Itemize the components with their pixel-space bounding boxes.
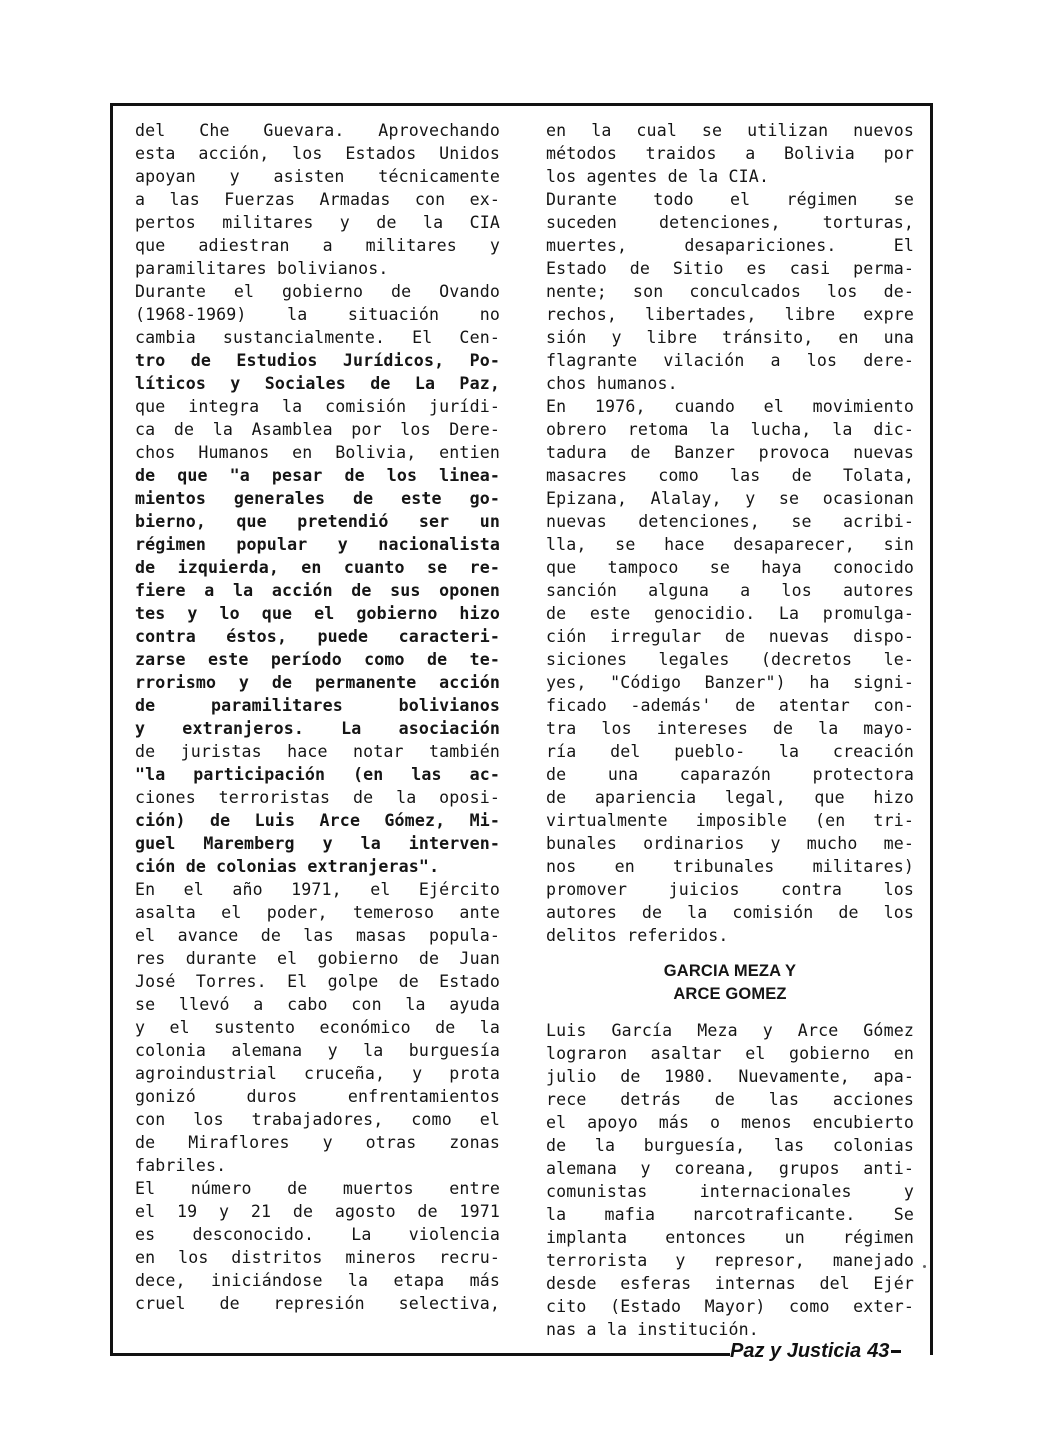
- section-heading-line-2: ARCE GOMEZ: [673, 985, 787, 1003]
- text-line: zarse este período como de te-: [135, 650, 500, 669]
- text-line: el apoyo más o menos encubierto: [546, 1113, 914, 1132]
- text-line: comunistas internacionales y: [546, 1182, 914, 1201]
- page-footer: [730, 1340, 901, 1363]
- text-line: es desconocido. La violencia: [135, 1225, 500, 1244]
- text-line: fiere a la acción de sus oponen: [135, 581, 500, 600]
- text-line: suceden detenciones, torturas,: [546, 213, 914, 232]
- text-line: ciones terroristas de la oposi-: [135, 788, 500, 807]
- text-line: nos en tribunales militares): [546, 857, 914, 876]
- text-line: El número de muertos entre: [135, 1179, 500, 1198]
- text-line: promover juicios contra los: [546, 880, 914, 899]
- text-line: del Che Guevara. Aprovechando: [135, 121, 500, 140]
- text-line: cruel de represión selectiva,: [135, 1294, 500, 1313]
- frame-bottom-rule: [110, 1353, 730, 1356]
- text-line: el avance de las masas popula-: [135, 926, 500, 945]
- text-line: tes y lo que el gobierno hizo: [135, 604, 500, 623]
- text-line: autores de la comisión de los: [546, 903, 914, 922]
- text-line: Durante el gobierno de Ovando: [135, 282, 500, 301]
- text-line: bierno, que pretendió ser un: [135, 512, 500, 531]
- publication-name: Paz y Justicia: [730, 1340, 862, 1362]
- text-line: rechos, libertades, libre expre: [546, 305, 914, 324]
- text-line: Luis García Meza y Arce Gómez: [546, 1021, 914, 1040]
- text-line: los agentes de la CIA.: [546, 167, 770, 186]
- text-line: nuevas detenciones, se acribi-: [546, 512, 914, 531]
- text-line: asalta el poder, temeroso ante: [135, 903, 500, 922]
- text-line: sanción alguna a los autores: [546, 581, 914, 600]
- section-heading: [546, 960, 914, 1006]
- text-line: flagrante vilación a los dere-: [546, 351, 914, 370]
- text-line: cito (Estado Mayor) como exter-: [546, 1297, 914, 1316]
- text-line: fabriles.: [135, 1156, 227, 1175]
- text-line: de una caparazón protectora: [546, 765, 914, 784]
- page-number: 43: [867, 1340, 890, 1362]
- text-line: sión y libre tránsito, en una: [546, 328, 914, 347]
- text-line: el 19 y 21 de agosto de 1971: [135, 1202, 500, 1221]
- text-line: cambia sustancialmente. El Cen-: [135, 328, 500, 347]
- frame-left-rule: [110, 103, 113, 1355]
- text-line: de paramilitares bolivianos: [135, 696, 500, 715]
- text-line: mientos generales de este go-: [135, 489, 500, 508]
- right-column: [546, 119, 914, 1341]
- text-line: tro de Estudios Jurídicos, Po-: [135, 351, 500, 370]
- text-line: colonia alemana y la burguesía: [135, 1041, 500, 1060]
- text-line: muertes, desapariciones. El: [546, 236, 914, 255]
- text-line: "la participación (en las ac-: [135, 765, 500, 784]
- text-line: que tampoco se haya conocido: [546, 558, 914, 577]
- spacer: [546, 1006, 914, 1019]
- text-line: en la cual se utilizan nuevos: [546, 121, 914, 140]
- text-line: delitos referidos.: [546, 926, 729, 945]
- text-line: líticos y Sociales de La Paz,: [135, 374, 500, 393]
- text-line: En 1976, cuando el movimiento: [546, 397, 914, 416]
- right-column-bottom-text: [546, 1019, 914, 1341]
- text-line: pertos militares y de la CIA: [135, 213, 500, 232]
- text-line: y extranjeros. La asociación: [135, 719, 500, 738]
- text-line: de Miraflores y otras zonas: [135, 1133, 500, 1152]
- text-line: ción) de Luis Arce Gómez, Mi-: [135, 811, 500, 830]
- text-line: ficado -además' de atentar con-: [546, 696, 914, 715]
- text-line: siciones legales (decretos le-: [546, 650, 914, 669]
- text-line: de que "a pesar de los linea-: [135, 466, 500, 485]
- text-line: se llevó a cabo con la ayuda: [135, 995, 500, 1014]
- text-line: de apariencia legal, que hizo: [546, 788, 914, 807]
- right-column-top-text: [546, 119, 914, 947]
- text-line: chos humanos.: [546, 374, 678, 393]
- text-line: agroindustrial cruceña, y prota: [135, 1064, 500, 1083]
- text-line: obrero retoma la lucha, la dic-: [546, 420, 914, 439]
- text-line: contra éstos, puede caracteri-: [135, 627, 500, 646]
- text-line: de la burguesía, las colonias: [546, 1136, 914, 1155]
- text-line: virtualmente imposible (en tri-: [546, 811, 914, 830]
- text-line: rece detrás de las acciones: [546, 1090, 914, 1109]
- text-line: masacres como las de Tolata,: [546, 466, 914, 485]
- footer-rule-end: [891, 1350, 901, 1353]
- text-line: ción irregular de nuevas dispo-: [546, 627, 914, 646]
- text-line: Durante todo el régimen se: [546, 190, 914, 209]
- text-line: lograron asaltar el gobierno en: [546, 1044, 914, 1063]
- text-line: Estado de Sitio es casi perma-: [546, 259, 914, 278]
- text-line: apoyan y asisten técnicamente: [135, 167, 500, 186]
- text-line: que adiestran a militares y: [135, 236, 500, 255]
- text-line: esta acción, los Estados Unidos: [135, 144, 500, 163]
- text-line: chos Humanos en Bolivia, entien: [135, 443, 500, 462]
- speck: [923, 1265, 926, 1268]
- text-line: alemana y coreana, grupos anti-: [546, 1159, 914, 1178]
- text-line: ción de colonias extranjeras".: [135, 857, 440, 876]
- text-line: tra los intereses de la mayo-: [546, 719, 914, 738]
- text-line: rrorismo y de permanente acción: [135, 673, 500, 692]
- text-line: métodos traidos a Bolivia por: [546, 144, 914, 163]
- text-line: gonizó duros enfrentamientos: [135, 1087, 500, 1106]
- spacer: [546, 947, 914, 960]
- text-line: nas a la institución.: [546, 1320, 759, 1339]
- left-column: [135, 119, 500, 1315]
- text-line: ría del pueblo- la creación: [546, 742, 914, 761]
- text-line: de juristas hace notar también: [135, 742, 500, 761]
- text-line: paramilitares bolivianos.: [135, 259, 389, 278]
- text-line: a las Fuerzas Armadas con ex-: [135, 190, 500, 209]
- text-line: de este genocidio. La promulga-: [546, 604, 914, 623]
- text-line: yes, "Código Banzer") ha signi-: [546, 673, 914, 692]
- text-line: dece, iniciándose la etapa más: [135, 1271, 500, 1290]
- text-line: Epizana, Alalay, y se ocasionan: [546, 489, 914, 508]
- text-line: (1968-1969) la situación no: [135, 305, 500, 324]
- text-line: bunales ordinarios y mucho me-: [546, 834, 914, 853]
- text-line: con los trabajadores, como el: [135, 1110, 500, 1129]
- text-line: José Torres. El golpe de Estado: [135, 972, 500, 991]
- text-line: lla, se hace desaparecer, sin: [546, 535, 914, 554]
- text-line: y el sustento económico de la: [135, 1018, 500, 1037]
- text-line: guel Maremberg y la interven-: [135, 834, 500, 853]
- text-line: terrorista y represor, manejado: [546, 1251, 914, 1270]
- text-line: la mafia narcotraficante. Se: [546, 1205, 914, 1224]
- text-line: En el año 1971, el Ejército: [135, 880, 500, 899]
- text-line: julio de 1980. Nuevamente, apa-: [546, 1067, 914, 1086]
- text-line: régimen popular y nacionalista: [135, 535, 500, 554]
- text-line: que integra la comisión jurídi-: [135, 397, 500, 416]
- text-line: ca de la Asamblea por los Dere-: [135, 420, 500, 439]
- text-line: res durante el gobierno de Juan: [135, 949, 500, 968]
- frame-top-rule: [110, 103, 933, 106]
- text-line: de izquierda, en cuanto se re-: [135, 558, 500, 577]
- frame-right-rule: [930, 103, 933, 1355]
- text-line: tadura de Banzer provoca nuevas: [546, 443, 914, 462]
- section-heading-line-1: GARCIA MEZA Y: [663, 962, 797, 980]
- text-line: implanta entonces un régimen: [546, 1228, 914, 1247]
- text-line: nente; son conculcados los de-: [546, 282, 914, 301]
- text-line: en los distritos mineros recru-: [135, 1248, 500, 1267]
- text-line: desde esferas internas del Ejér: [546, 1274, 914, 1293]
